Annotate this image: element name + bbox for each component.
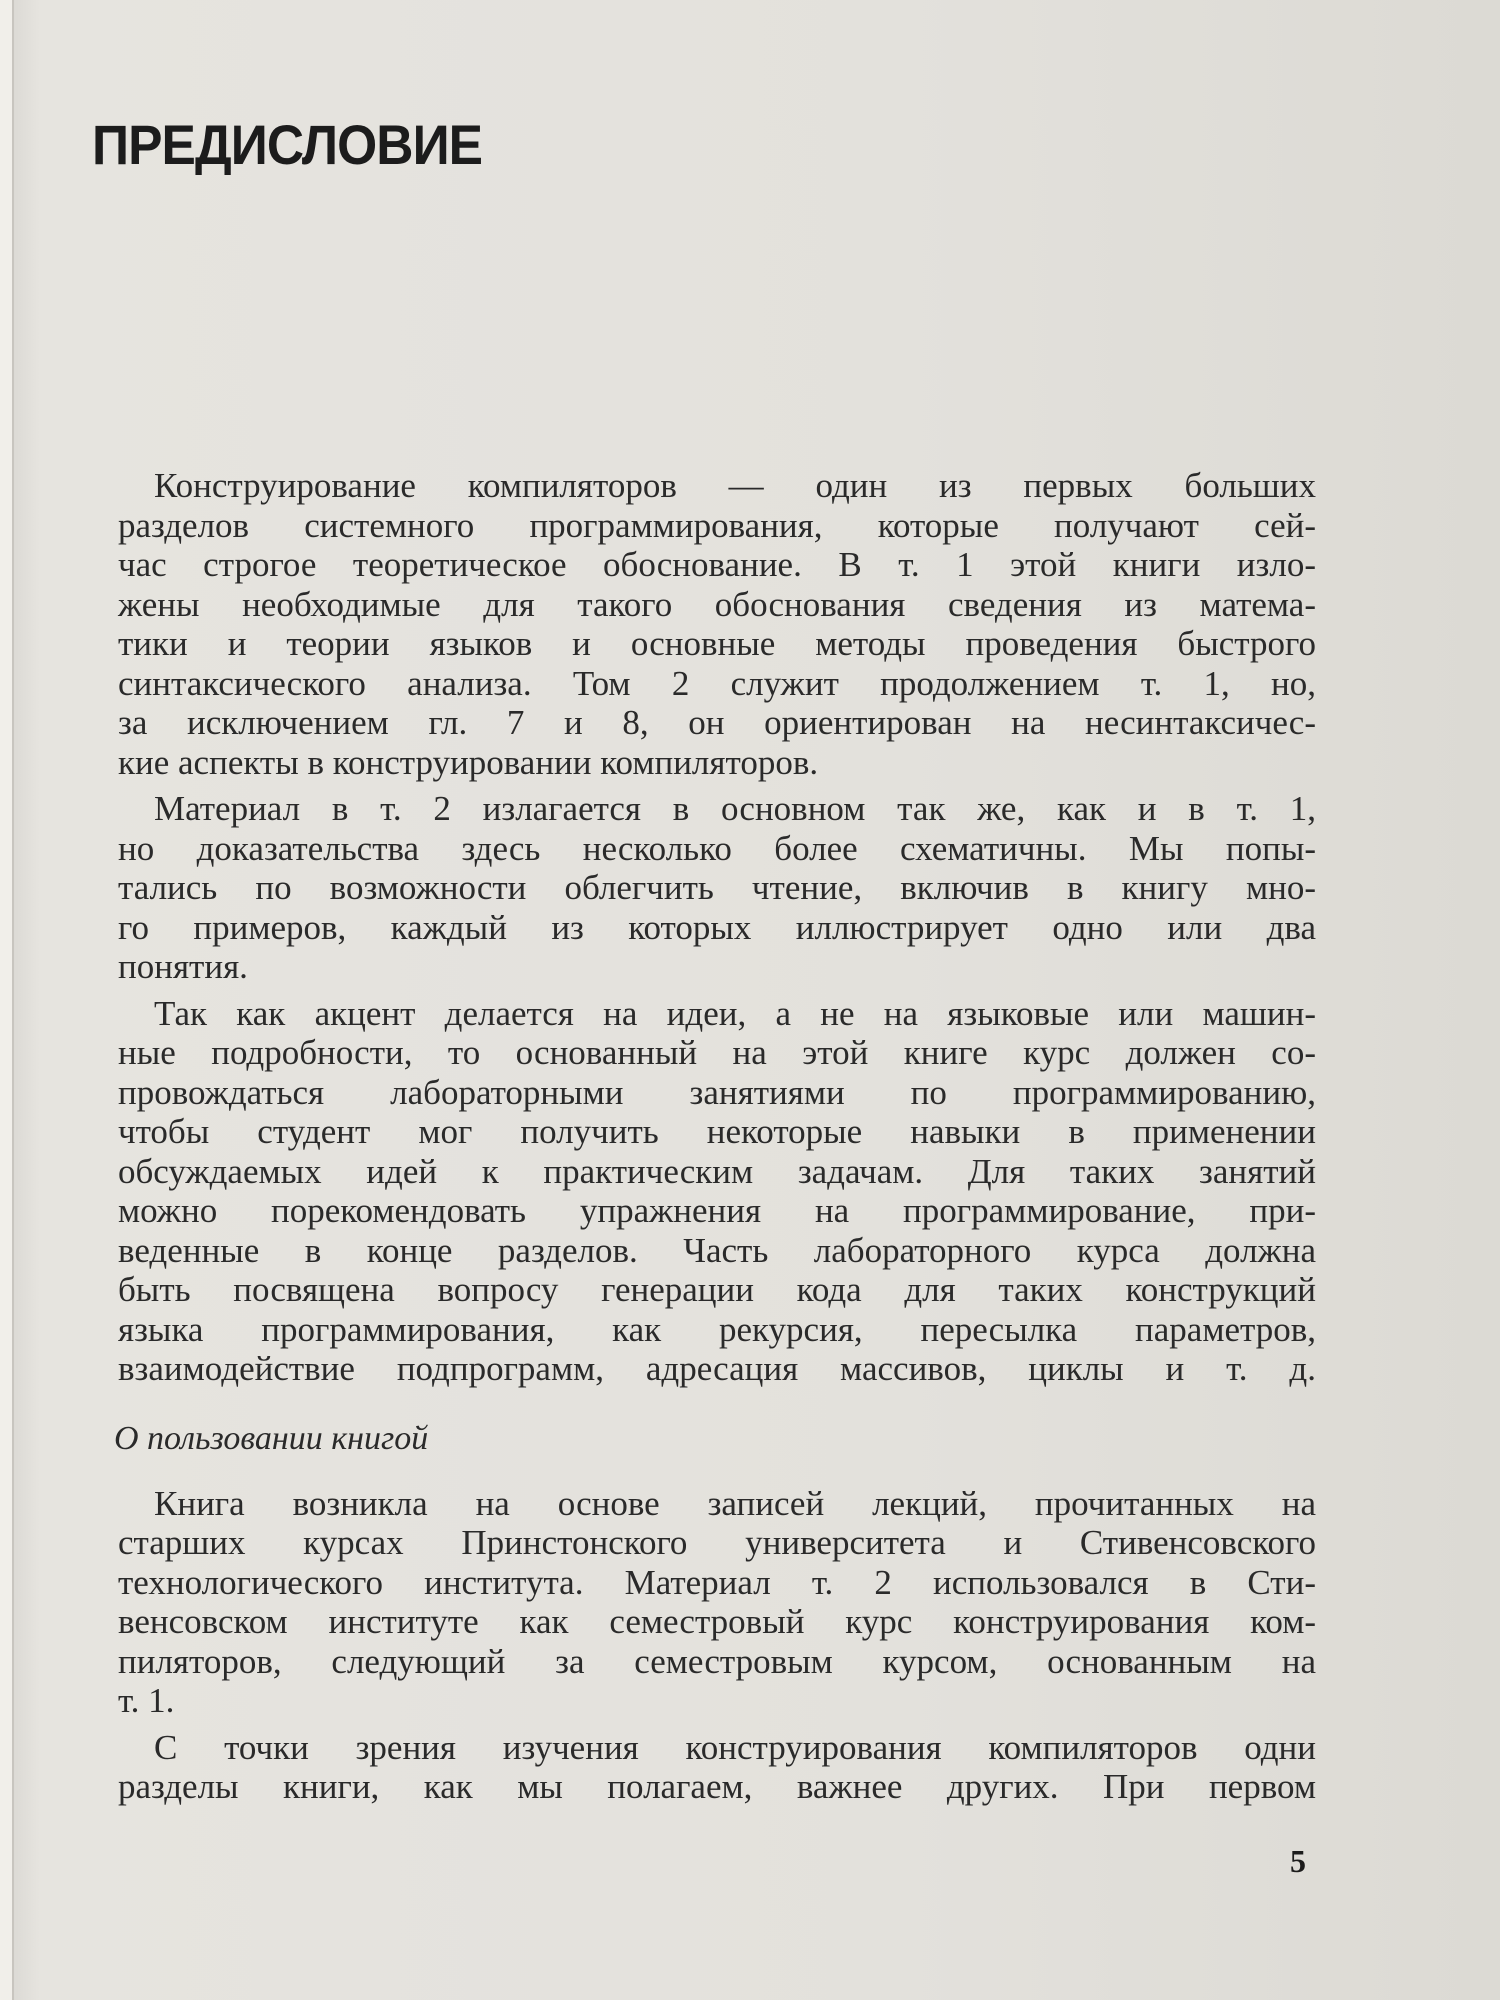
text-line: языка программирования, как рекурсия, пересылка параметров,: [118, 1309, 1316, 1349]
chapter-title: ПРЕДИСЛОВИЕ: [92, 113, 483, 176]
text-line: Конструирование компиляторов — один из первых больших: [154, 466, 1316, 505]
paragraph: [118, 789, 1316, 987]
text-line: пиляторов, следующий за семестровым курсом, основанным на: [118, 1641, 1316, 1681]
text-line: т. 1.: [118, 1681, 175, 1720]
text-line: час строгое теоретическое обоснование. В т. 1 этой книги изло-: [118, 545, 1316, 584]
text-line: чтобы студент мог получить некоторые навыки в применении: [118, 1112, 1316, 1151]
text-line: го примеров, каждый из которых иллюстрирует одно или два: [118, 907, 1316, 947]
text-line: но доказательства здесь несколько более схематичны. Мы попы-: [118, 828, 1316, 868]
text-line: можно порекомендовать упражнения на программирование, при-: [118, 1191, 1316, 1230]
text-line: кие аспекты в конструировании компиляторов.: [118, 742, 819, 782]
text-line: Так как акцент делается на идеи, а не на языковые или машин-: [154, 993, 1316, 1033]
preface-section: [118, 466, 1316, 1389]
text-line: ные подробности, то основанный на этой книге курс должен со-: [118, 1033, 1316, 1072]
text-line: С точки зрения изучения конструирования компиляторов одни: [154, 1727, 1316, 1767]
text-line: тики и теории языков и основные методы проведения быстрого: [118, 624, 1316, 663]
text-line: разделов системного программирования, которые получают сей-: [118, 505, 1316, 545]
text-line: тались по возможности облегчить чтение, включив в книгу мно-: [118, 868, 1316, 907]
text-line: быть посвящена вопросу генерации кода для таких конструкций: [118, 1270, 1316, 1309]
text-line: жены необходимые для такого обоснования сведения из матема-: [118, 584, 1316, 624]
paragraph: [118, 1728, 1316, 1807]
text-line: понятия.: [118, 947, 248, 986]
text-line: обсуждаемых идей к практическим задачам. Для таких занятий: [118, 1151, 1316, 1191]
page-number: 5: [1290, 1843, 1306, 1879]
text-line: веденные в конце разделов. Часть лабораторного курса должна: [118, 1230, 1316, 1270]
paragraph: [118, 466, 1316, 782]
paragraph: [118, 994, 1316, 1389]
usage-section: [118, 1484, 1316, 1807]
book-spine-edge: [0, 0, 14, 2000]
page-body: [114, 466, 1316, 1814]
text-line: синтаксического анализа. Том 2 служит продолжением т. 1, но,: [118, 663, 1316, 703]
subheading: О пользовании книгой: [114, 1419, 429, 1457]
text-line: взаимодействие подпрограмм, адресация массивов, циклы и т. д.: [118, 1349, 1316, 1388]
text-line: за исключением гл. 7 и 8, он ориентирован на несинтаксичес-: [118, 703, 1316, 742]
paragraph: [118, 1484, 1316, 1721]
text-line: провождаться лабораторными занятиями по программированию,: [118, 1072, 1316, 1112]
text-line: старших курсах Принстонского университета и Стивенсовского: [118, 1523, 1316, 1562]
text-line: Материал в т. 2 излагается в основном так же, как и в т. 1,: [154, 789, 1316, 828]
text-line: технологического института. Материал т. 2 использовался в Сти-: [118, 1562, 1316, 1602]
text-line: Книга возникла на основе записей лекций, прочитанных на: [154, 1483, 1316, 1523]
text-line: венсовском институте как семестровый курс конструирования ком-: [118, 1602, 1316, 1641]
text-line: разделы книги, как мы полагаем, важнее других. При первом: [118, 1767, 1316, 1806]
